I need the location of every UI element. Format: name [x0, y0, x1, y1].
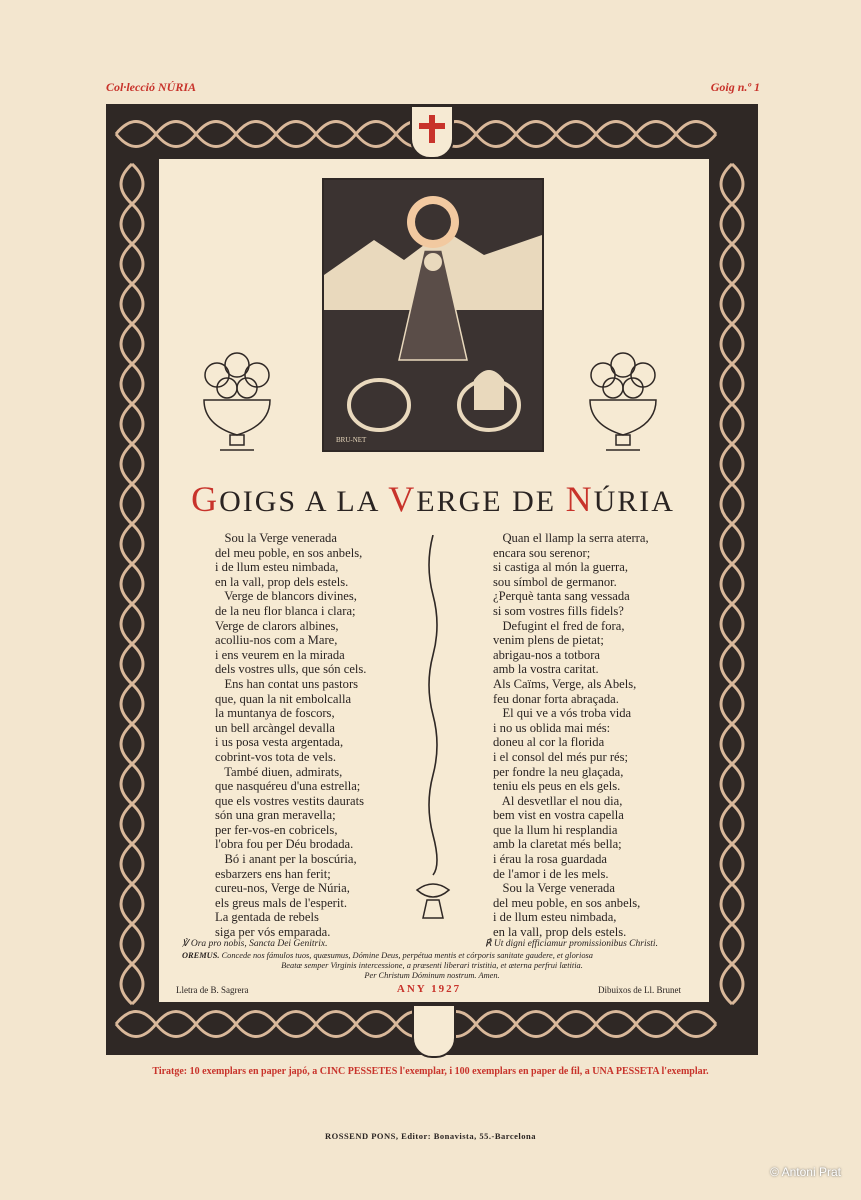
- woodcut-signature: BRU-NET: [336, 436, 367, 444]
- flower-vase-left-icon: [192, 350, 282, 460]
- oremus-line-3: Per Christum Dóminum nostrum. Amen.: [364, 971, 500, 980]
- response: ℟ Ut digni efficiamur promissionibus Christi.: [485, 939, 658, 949]
- oremus-line-1: OREMUS. Concede nos fámulos tuos, quæsumus, Dómine Deus, perpétua mentis et córporis sanitate gaudere, et gloriosa: [182, 951, 593, 960]
- page-title: GOIGS A LA VERGE DE NÚRIA: [191, 479, 675, 519]
- lyrics-credit: Lletra de B. Sagrera: [176, 985, 249, 995]
- cross-shield: [410, 105, 454, 159]
- year-label: ANY 1927: [396, 983, 462, 995]
- oremus-line-2: Beatæ semper Virginis intercessione, a præsenti liberari tristitia, et æterna perfrui lætitia.: [281, 961, 583, 970]
- virgin-woodcut-image: [322, 178, 544, 452]
- bottom-shield: [412, 1004, 456, 1058]
- drawings-credit: Dibuixos de Ll. Brunet: [598, 985, 681, 995]
- print-run-note: Tiratge: 10 exemplars en paper japó, a CINC PESSETES l'exemplar, i 100 exemplars en paper de fil, a UNA PESSETA l'exemplar.: [152, 1066, 709, 1077]
- oil-lamp-icon: [415, 535, 451, 925]
- verses-right-column: Quan el llamp la serra aterra, encara sou serenor; si castiga al món la guerra, sou símbol de germanor. ¿Perquè tanta sang vessada si som vostres fills fidels? Defugint el fred de fora, venim plens de pietat; abrigau-nos a totbora amb la vostra caritat. Als Caïms, Verge, als Abels, feu donar forta abraçada. El qui ve a vós troba vida i no us oblida mai més: doneu al cor la florida i el consol del més pur rés; per fondre la neu glaçada, teniu els peus en els gels. Al desvetllar el nou dia, bem vist en vostra capella que la llum hi resplandia amb la claretat més bella; i érau la rosa guardada de l'amor i de les mels. Sou la Verge venerada del meu poble, en sos anbels, i de llum esteu nimbada, en la vall, prop dels estels.: [493, 531, 649, 940]
- flower-vase-right-icon: [578, 350, 668, 460]
- versicle: ℣ Ora pro nobis, Sancta Dei Genitrix.: [182, 939, 328, 949]
- collection-label: Col·lecció NÚRIA: [106, 80, 196, 94]
- publisher-line: ROSSEND PONS, Editor: Bonavista, 55.-Barcelona: [324, 1131, 537, 1141]
- copyright-watermark: © Antoni Prat: [770, 1165, 841, 1179]
- red-cross-icon: [412, 107, 452, 151]
- verses-left-column: Sou la Verge venerada del meu poble, en sos anbels, i de llum esteu nimbada, en la vall, prop dels estels. Verge de blancors divines, de la neu flor blanca i clara; Verge de clarors albines, acolliu-nos com a Mare, i ens veurem en la mirada dels vostres ulls, que són cels. Ens han contat uns pastors que, quan la nit embolcalla la muntanya de foscors, un bell arcàngel devalla i us posa vesta argentada, cobrint-vos tota de vels. També diuen, admirats, que nasquéreu d'una estrella; que els vostres vestits daurats són una gran meravella; per fer-vos-en cobricels, l'obra fou per Déu brodada. Bó i anant per la boscúria, esbarzers ens han ferit; cureu-nos, Verge de Núria, els greus mals de l'esperit. La gentada de rebels siga per vós emparada.: [215, 531, 367, 940]
- goig-number: Goig n.º 1: [710, 80, 760, 94]
